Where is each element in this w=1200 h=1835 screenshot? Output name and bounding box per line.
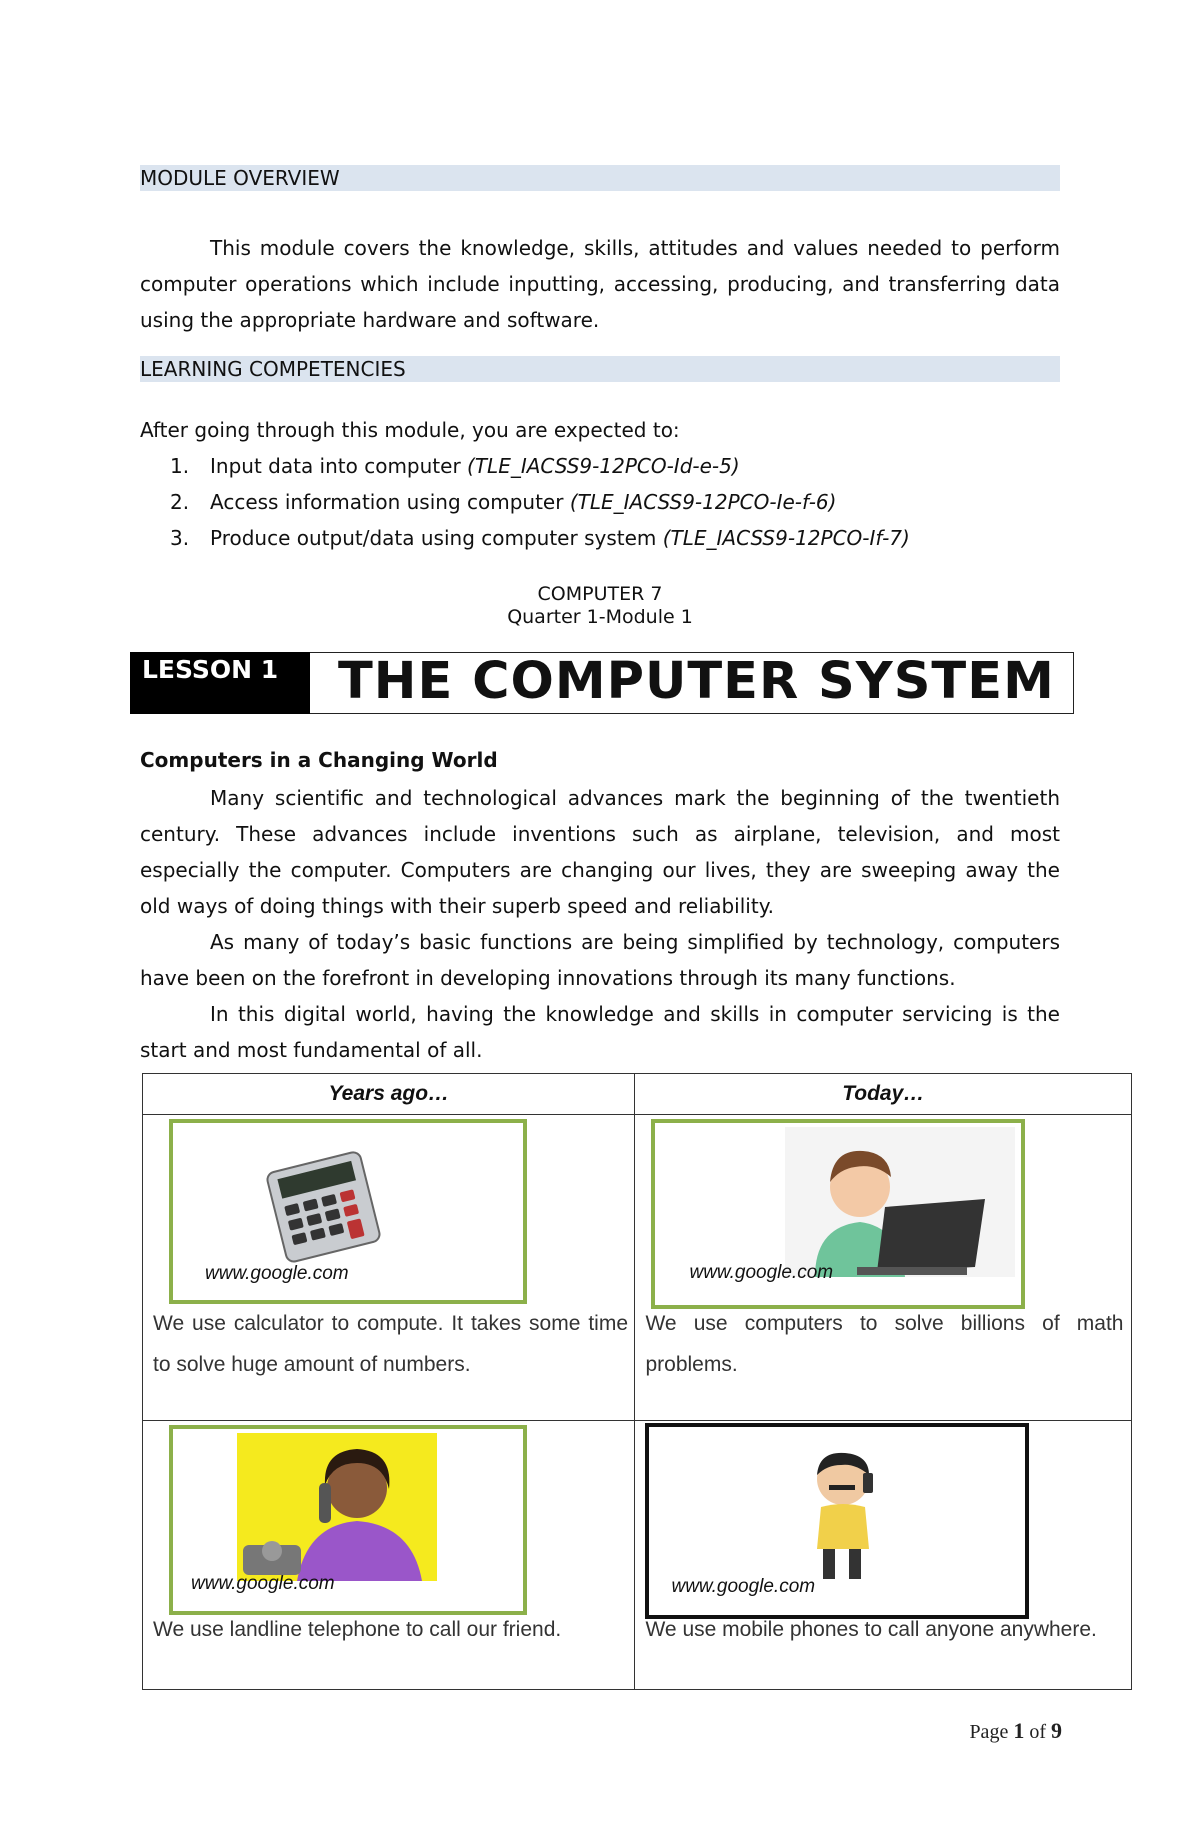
module-overview-heading: MODULE OVERVIEW — [140, 165, 1060, 191]
module-overview-paragraph — [140, 230, 1060, 338]
section-heading: Computers in a Changing World — [140, 748, 498, 772]
competency-item: 3. Produce output/data using computer system (TLE_IACSS9-12PCO-If-7) — [170, 526, 910, 550]
cell-landline — [143, 1421, 635, 1690]
header-today: Today… — [635, 1074, 1132, 1115]
section-paragraph: In this digital world, having the knowledge and skills in computer servicing is the start and most fundamental of all. — [140, 1002, 1060, 1062]
image-credit: www.google.com — [205, 1263, 349, 1284]
caption: We use computers to solve billions of math problems. — [645, 1312, 1124, 1376]
person-laptop-icon — [785, 1127, 1015, 1277]
image-credit: www.google.com — [191, 1573, 335, 1594]
competency-item: 1. Input data into computer (TLE_IACSS9-12PCO-Id-e-5) — [170, 454, 740, 478]
learning-competencies-heading: LEARNING COMPETENCIES — [140, 356, 1060, 382]
image-credit: www.google.com — [689, 1262, 834, 1283]
landline-phone-icon — [237, 1433, 437, 1581]
header-years-ago: Years ago… — [143, 1074, 635, 1115]
image-credit: www.google.com — [671, 1576, 816, 1597]
cell-calculator — [143, 1115, 635, 1421]
module-subject: COMPUTER 7 — [537, 583, 663, 605]
caption: We use mobile phones to call anyone anywhere. — [645, 1618, 1097, 1641]
comparison-table — [142, 1073, 1132, 1690]
section-paragraph: Many scientific and technological advances mark the beginning of the twentieth century. These advances include inventions such as airplane, television, and most especially the computer. Computers are changing our lives, they are sweeping away the old ways of doing things with their superb speed and reliability. — [140, 786, 1060, 918]
caption: We use calculator to compute. It takes some time to solve huge amount of numbers. — [153, 1312, 628, 1376]
competencies-intro: After going through this module, you are expected to: — [140, 418, 680, 442]
page-footer: Page 1 of 9 — [969, 1718, 1062, 1743]
mobile-phone-person-icon — [785, 1445, 905, 1585]
caption: We use landline telephone to call our friend. — [153, 1618, 562, 1641]
module-quarter: Quarter 1-Module 1 — [507, 606, 693, 628]
calculator-icon — [253, 1145, 393, 1265]
section-paragraph: As many of today’s basic functions are being simplified by technology, computers have been on the forefront in developing innovations through its many functions. — [140, 930, 1060, 990]
lesson-title: THE COMPUTER SYSTEM — [338, 652, 1055, 711]
cell-computer — [635, 1115, 1132, 1421]
cell-mobile — [635, 1421, 1132, 1690]
module-overview-text: This module covers the knowledge, skills, attitudes and values needed to perform computer operations which include inputting, accessing, producing, and transferring data using the appropriate hardware and software. — [140, 236, 1060, 332]
lesson-tag: LESSON 1 — [130, 652, 310, 714]
competency-item: 2. Access information using computer (TLE_IACSS9-12PCO-Ie-f-6) — [170, 490, 837, 514]
